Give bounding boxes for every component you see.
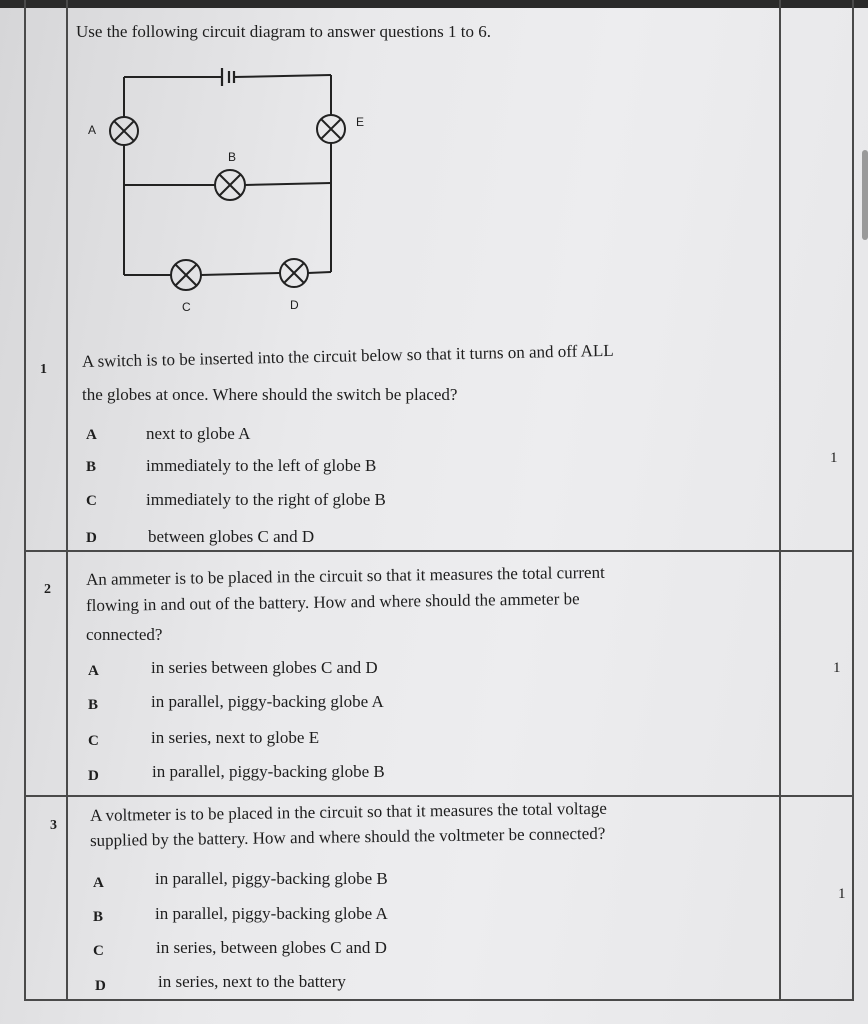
option-text: in series, next to globe E: [151, 728, 320, 747]
instruction-text: Use the following circuit diagram to answer questions 1 to 6.: [76, 22, 491, 41]
globe-b-symbol: [215, 170, 245, 200]
option-letter: B: [93, 909, 104, 925]
globe-d-symbol: [280, 259, 308, 287]
option-letter: A: [93, 875, 104, 891]
question-text-line: supplied by the battery. How and where should the voltmeter be connected?: [89, 823, 606, 850]
label-globe-d: D: [290, 298, 299, 312]
globe-e-symbol: [317, 115, 345, 143]
option-letter: D: [88, 768, 99, 784]
question-text-line: An ammeter is to be placed in the circuit so that it measures the total current: [85, 562, 605, 589]
question-number: 1: [40, 362, 47, 377]
question-number: 3: [50, 818, 57, 833]
option-text: next to globe A: [146, 424, 251, 443]
globe-a-symbol: [110, 117, 138, 145]
question-text-line: A switch is to be inserted into the circuit below so that it turns on and off ALL: [81, 340, 614, 371]
option-text: in parallel, piggy-backing globe A: [151, 692, 384, 711]
marks-value: 1: [833, 660, 841, 676]
question-text-line: the globes at once. Where should the switch be placed?: [82, 385, 458, 404]
label-globe-b: B: [228, 150, 237, 164]
option-text: immediately to the left of globe B: [146, 456, 377, 475]
option-text: in parallel, piggy-backing globe B: [155, 869, 388, 888]
option-letter: C: [93, 943, 104, 959]
question-number: 2: [44, 582, 51, 597]
option-text: in series between globes C and D: [151, 658, 378, 677]
marks-value: 1: [830, 450, 838, 466]
option-text: between globes C and D: [148, 527, 315, 546]
option-text: in series, between globes C and D: [156, 938, 387, 957]
option-letter: B: [88, 697, 99, 713]
option-letter: C: [88, 733, 99, 749]
option-text: in parallel, piggy-backing globe A: [155, 904, 388, 923]
label-globe-a: A: [88, 123, 97, 137]
option-text: in parallel, piggy-backing globe B: [152, 762, 385, 781]
option-letter: D: [95, 978, 106, 994]
option-letter: A: [86, 427, 97, 443]
globe-c-symbol: [171, 260, 201, 290]
label-globe-e: E: [356, 115, 365, 129]
question-text-line: connected?: [86, 625, 163, 644]
option-text: in series, next to the battery: [158, 972, 346, 991]
option-letter: C: [86, 493, 97, 509]
option-letter: D: [86, 530, 97, 546]
question-text-line: flowing in and out of the battery. How and where should the ammeter be: [85, 589, 580, 615]
marks-value: 1: [838, 886, 846, 902]
label-globe-c: C: [182, 300, 191, 314]
question-text-line: A voltmeter is to be placed in the circuit so that it measures the total voltage: [89, 798, 608, 825]
option-letter: A: [88, 663, 99, 679]
option-letter: B: [86, 459, 97, 475]
option-text: immediately to the right of globe B: [146, 490, 386, 509]
